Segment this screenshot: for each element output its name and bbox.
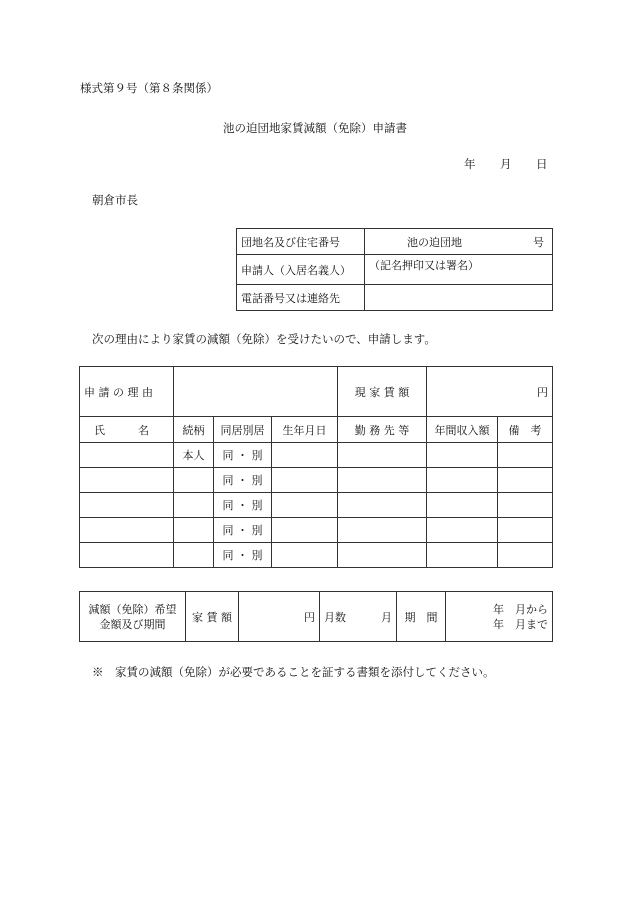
addressee: 朝倉市長 [92, 193, 138, 207]
applicant-value-cell[interactable] [365, 255, 553, 285]
header-cohabitation: 同居別居 [214, 417, 272, 443]
reduction-label: 減額（免除）希望 金額及び期間 [80, 592, 186, 642]
rent-amount-cell[interactable]: 円 [239, 592, 320, 642]
months-cell[interactable] [320, 592, 397, 642]
relation-self: 本人 [174, 443, 214, 468]
month-unit: 月 [381, 610, 392, 624]
period-label: 期 間 [397, 592, 446, 642]
current-rent-value-cell[interactable] [427, 367, 553, 417]
yen-unit: 円 [537, 385, 548, 399]
header-birthdate: 生年月日 [272, 417, 338, 443]
header-name: 氏 名 [80, 417, 174, 443]
applicant-box [236, 228, 553, 311]
period-to: 年 月まで [493, 617, 548, 631]
applicant-label: 申請人（入居名義人） [237, 255, 365, 285]
table-header-row [80, 417, 553, 443]
reduction-table [79, 591, 553, 642]
page-title: 池の迫団地家賃減額（免除）申請書 [223, 121, 407, 135]
cohab-option[interactable]: 同 ・ 別 [214, 518, 272, 543]
complex-name: 池の迫団地 [407, 235, 462, 249]
table-row [80, 468, 553, 493]
cohab-option[interactable]: 同 ・ 別 [214, 468, 272, 493]
complex-label: 団地名及び住宅番号 [237, 229, 365, 255]
table-row [80, 543, 553, 568]
rent-amount-label: 家 賃 額 [186, 592, 239, 642]
intro-text: 次の理由により家賃の減額（免除）を受けたいので、申請します。 [92, 332, 436, 346]
household-table [79, 366, 553, 568]
contact-value-cell[interactable] [365, 285, 553, 311]
house-number-suffix: 号 [533, 235, 544, 249]
date-year: 年 [464, 157, 476, 171]
reason-value-cell[interactable] [174, 367, 338, 417]
reason-label: 申 請 の 理 由 [80, 367, 174, 417]
current-rent-label: 現 家 賃 額 [338, 367, 427, 417]
period-from: 年 月から [493, 602, 548, 616]
months-label: 月数 [324, 610, 346, 624]
header-remarks: 備 考 [498, 417, 553, 443]
cohab-option[interactable]: 同 ・ 別 [214, 443, 272, 468]
cohab-option[interactable]: 同 ・ 別 [214, 493, 272, 518]
header-workplace: 勤 務 先 等 [338, 417, 427, 443]
table-row [80, 518, 553, 543]
signature-note: （記名押印又は署名） [369, 259, 479, 272]
complex-value-cell[interactable] [365, 229, 553, 255]
cohab-option[interactable]: 同 ・ 別 [214, 543, 272, 568]
contact-label: 電話番号又は連絡先 [237, 285, 365, 311]
attachment-note: ※ 家賃の減額（免除）が必要であることを証する書類を添付してください。 [92, 665, 495, 679]
table-row [80, 493, 553, 518]
header-annual-income: 年間収入額 [427, 417, 498, 443]
date-month: 月 [500, 157, 512, 171]
form-number: 様式第９号（第８条関係） [80, 81, 218, 95]
date-day: 日 [536, 157, 548, 171]
table-row [80, 443, 553, 468]
period-cell[interactable] [446, 592, 553, 642]
header-relation: 続柄 [174, 417, 214, 443]
